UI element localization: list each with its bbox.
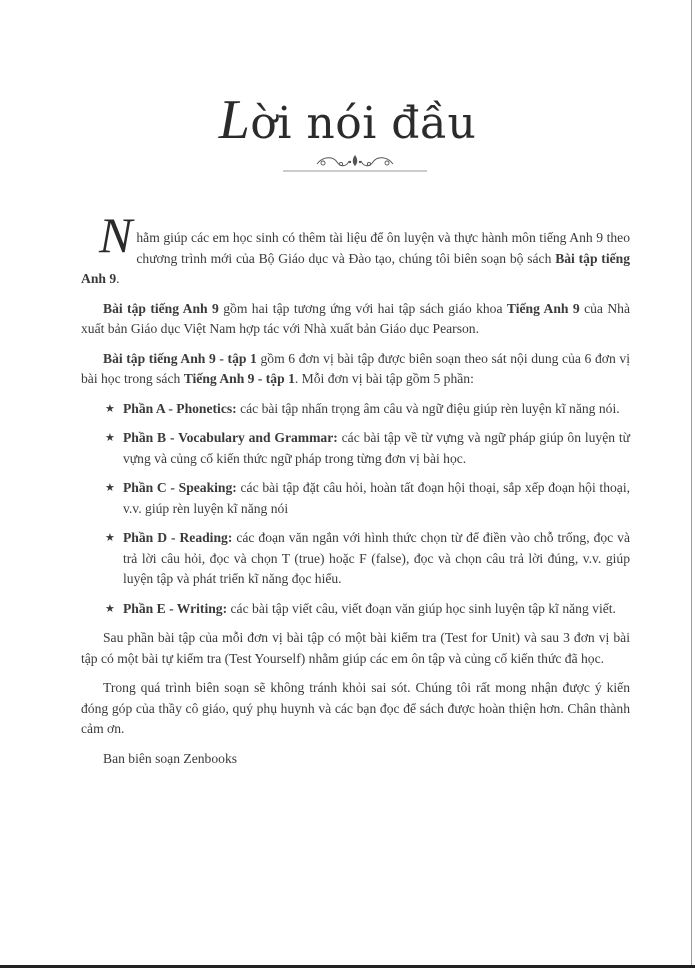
paragraph-3	[81, 349, 630, 390]
star-bullet-icon: ★	[105, 602, 115, 615]
intro-end: .	[116, 271, 120, 286]
list-item	[81, 478, 630, 519]
star-bullet-icon: ★	[105, 482, 115, 494]
p3-bold-1: Bài tập tiếng Anh 9 - tập 1	[103, 350, 257, 366]
p3-text-2: . Mỗi đơn vị bài tập gồm 5 phần:	[294, 371, 474, 386]
p2-text-2: của Nhà xuất bản Giáo dục Việt Nam hợp tác với Nhà xuất bản Giáo dục Pearson.	[81, 300, 631, 336]
list-item	[81, 399, 630, 420]
flourish-ornament-icon	[283, 152, 427, 174]
section-text: các bài tập nhấn trọng âm câu và ngữ điệu giúp rèn luyện kĩ năng nói.	[236, 400, 620, 416]
paragraph-2	[81, 299, 630, 340]
star-bullet-icon: ★	[105, 402, 115, 415]
section-heading: Phần C - Speaking:	[123, 480, 237, 495]
list-item	[81, 428, 630, 469]
title-rest: ời nói đầu	[250, 98, 477, 149]
list-item	[81, 528, 630, 590]
section-text: các bài tập về từ vựng và ngữ pháp giúp ôn luyện từ vựng và củng cố kiến thức ngữ pháp trong từng đơn vị bài học.	[123, 430, 631, 466]
p2-bold-1: Bài tập tiếng Anh 9	[103, 300, 219, 316]
intro-paragraph	[81, 207, 630, 290]
section-heading: Phần D - Reading:	[123, 530, 233, 545]
signature: Ban biên soạn Zenbooks	[103, 750, 238, 766]
intro-text: hằm giúp các em học sinh có thêm tài liệu để ôn luyện và thực hành môn tiếng Anh 9 theo chương trình mới của Bộ Giáo dục và Đào tạo, chúng tôi biên soạn bộ sách	[136, 230, 630, 266]
page-title	[0, 88, 695, 152]
section-text: các đoạn văn ngắn với hình thức chọn từ để điền vào chỗ trống, đọc và trả lời câu hỏi, đọc và chọn T (true) hoặc F (false), đọc và chọn câu trả lời đúng, v.v. giúp luyện tập và phát triển kĩ năng đọc hiểu.	[123, 530, 630, 586]
section-heading: Phần A - Phonetics:	[123, 400, 237, 416]
p2-text-1: gồm hai tập tương ứng với hai tập sách giáo khoa	[218, 300, 507, 316]
sections-list	[81, 399, 630, 620]
star-bullet-icon: ★	[105, 432, 115, 444]
section-heading: Phần B - Vocabulary and Grammar:	[123, 430, 338, 445]
paragraph-5: Trong quá trình biên soạn sẽ không tránh khỏi sai sót. Chúng tôi rất mong nhận được ý kiến đóng góp của thầy cô giáo, quý phụ huynh và các bạn đọc để sách được hoàn thiện hơn. Chân thành cảm ơn.	[81, 680, 630, 736]
dropcap-letter: N	[99, 207, 133, 263]
title-initial: L	[218, 89, 251, 151]
preface-body	[81, 207, 631, 769]
section-heading: Phần E - Writing:	[123, 600, 228, 616]
star-bullet-icon: ★	[105, 532, 115, 544]
paragraph-4: Sau phần bài tập của mỗi đơn vị bài tập có một bài kiểm tra (Test for Unit) và sau 3 đơn vị bài tập có một bài tự kiểm tra (Test Yourself) nhằm giúp các em ôn tập và củng cố kiến thức đã học.	[81, 630, 630, 666]
p3-text-1: gồm 6 đơn vị bài tập được biên soạn theo sát nội dung của 6 đơn vị bài học trong sách	[81, 350, 630, 386]
section-text: các bài tập viết câu, viết đoạn văn giúp học sinh luyện tập kĩ năng viết.	[227, 600, 616, 616]
p3-bold-2: Tiếng Anh 9 - tập 1	[183, 371, 295, 386]
p2-bold-2: Tiếng Anh 9	[506, 300, 580, 316]
intro-book-title: Bài tập tiếng Anh 9	[81, 250, 630, 286]
section-text: các bài tập đặt câu hỏi, hoàn tất đoạn hội thoại, sắp xếp đoạn hội thoại, v.v. giúp rèn luyện kĩ năng nói	[123, 480, 631, 516]
list-item	[81, 599, 630, 620]
